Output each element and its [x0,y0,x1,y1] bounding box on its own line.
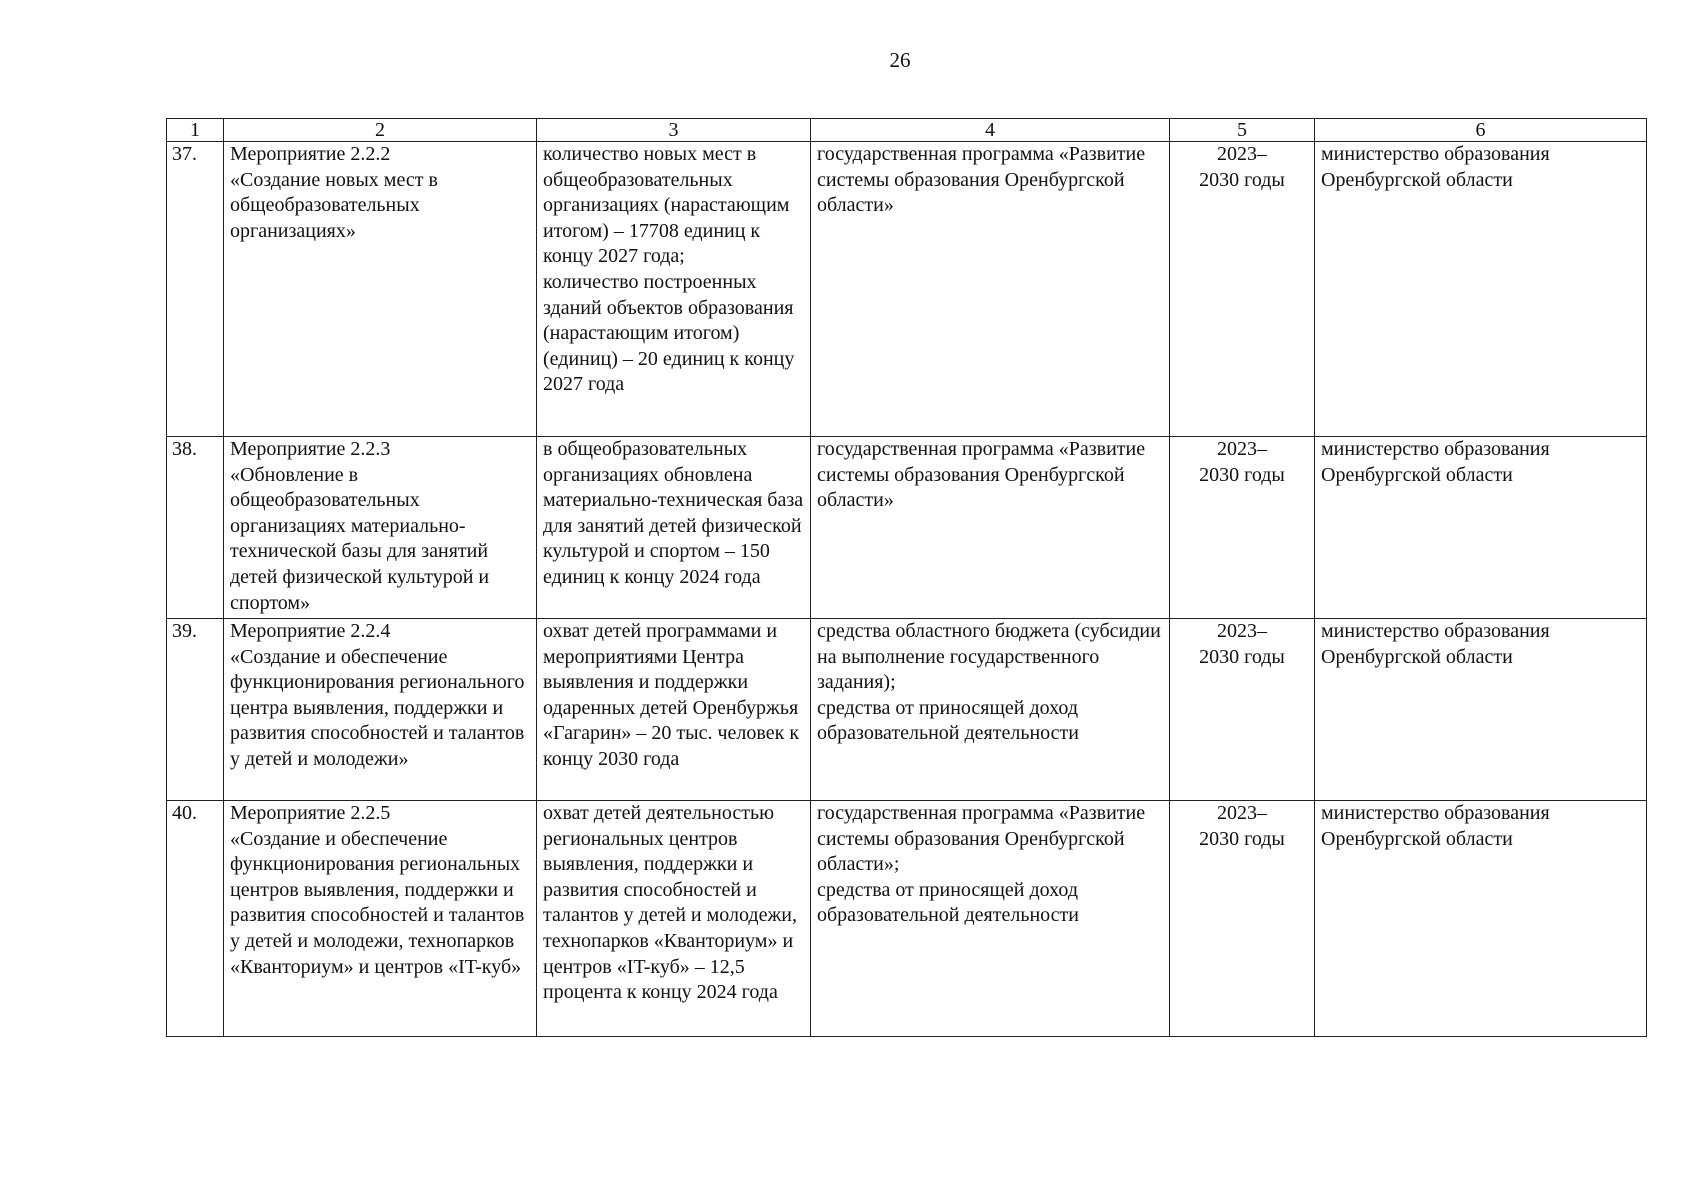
event-cell: Мероприятие 2.2.4 «Создание и обеспечение функционирования регионального центра выявления, поддержки и развития способностей и талантов у детей и молодежи» [224,619,537,801]
indicator-cell: охват детей деятельностью региональных центров выявления, поддержки и развития способностей и талантов у детей и молодежи, технопарков «Кванториум» и центров «IT-куб» – 12,5 процента к концу 2024 года [537,801,811,1037]
funding-source-cell: государственная программа «Развитие системы образования Оренбургской области» [811,142,1170,437]
responsible-cell: министерство образования Оренбургской области [1315,619,1647,801]
column-header-1: 1 [167,119,224,142]
row-number: 38. [167,437,224,619]
event-cell: Мероприятие 2.2.3 «Обновление в общеобразовательных организациях материально-технической базы для занятий детей физической культурой и спортом» [224,437,537,619]
table-header-row [167,119,1647,142]
table-row [167,142,1647,437]
period-cell: 2023– 2030 годы [1170,437,1315,619]
responsible-cell: министерство образования Оренбургской области [1315,142,1647,437]
funding-source-cell: государственная программа «Развитие системы образования Оренбургской области»; средства от приносящей доход образовательной деятельности [811,801,1170,1037]
row-number: 37. [167,142,224,437]
column-header-3: 3 [537,119,811,142]
period-cell: 2023– 2030 годы [1170,619,1315,801]
period-cell: 2023– 2030 годы [1170,142,1315,437]
page-number: 26 [889,48,911,72]
row-number: 40. [167,801,224,1037]
event-cell: Мероприятие 2.2.5 «Создание и обеспечение функционирования региональных центров выявления, поддержки и развития способностей и талантов у детей и молодежи, технопарков «Кванториум» и центров «IT-куб» [224,801,537,1037]
period-cell: 2023– 2030 годы [1170,801,1315,1037]
table-row [167,619,1647,801]
responsible-cell: министерство образования Оренбургской области [1315,801,1647,1037]
column-header-4: 4 [811,119,1170,142]
column-header-5: 5 [1170,119,1315,142]
funding-source-cell: государственная программа «Развитие системы образования Оренбургской области» [811,437,1170,619]
events-table [166,118,1647,1037]
indicator-cell: количество новых мест в общеобразовательных организациях (нарастающим итогом) – 17708 единиц к концу 2027 года; количество построенных зданий объектов образования (нарастающим итогом) (единиц) – 20 единиц к концу 2027 года [537,142,811,437]
funding-source-cell: средства областного бюджета (субсидии на выполнение государственного задания); средства от приносящей доход образовательной деятельности [811,619,1170,801]
responsible-cell: министерство образования Оренбургской области [1315,437,1647,619]
table-row [167,437,1647,619]
indicator-cell: охват детей программами и мероприятиями Центра выявления и поддержки одаренных детей Оренбуржья «Гагарин» – 20 тыс. человек к концу 2030 года [537,619,811,801]
column-header-2: 2 [224,119,537,142]
table-row [167,801,1647,1037]
column-header-6: 6 [1315,119,1647,142]
indicator-cell: в общеобразовательных организациях обновлена материально-техническая база для занятий детей физической культурой и спортом – 150 единиц к концу 2024 года [537,437,811,619]
row-number: 39. [167,619,224,801]
event-cell: Мероприятие 2.2.2 «Создание новых мест в общеобразовательных организациях» [224,142,537,437]
